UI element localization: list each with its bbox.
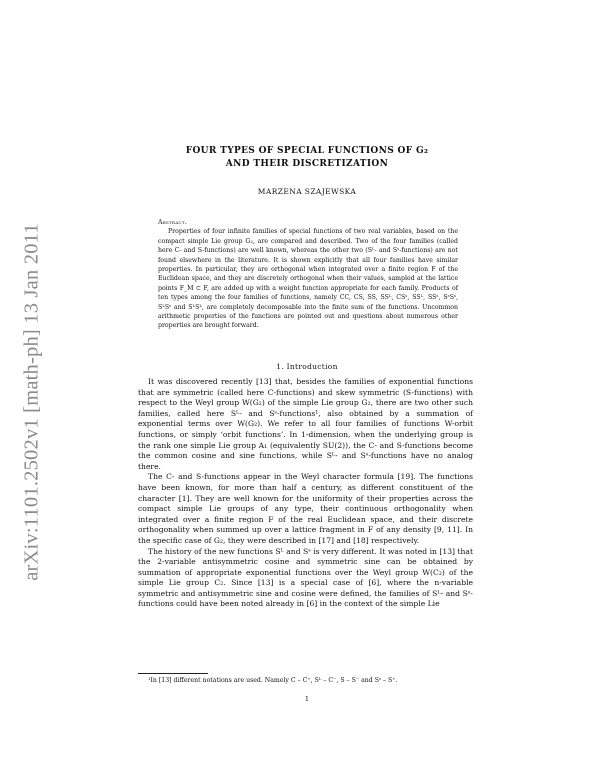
arxiv-identifier: arXiv:1101.2502v1 [math-ph] 13 Jan 2011: [20, 223, 43, 581]
author: MARZENA SZAJEWSKA: [257, 187, 357, 196]
title-line-1: FOUR TYPES OF SPECIAL FUNCTIONS OF G₂: [185, 146, 429, 156]
paragraph-1: It was discovered recently [13] that, besides the families of exponential functions that are symmetric (called here C-functions) and skew symmetric (S-functions) with respect to the Weyl group W(G₂) of the simple Lie group G₂, there are two other such families, called here Sᴸ- and Sˢ-functions¹, also obtained by a summation of exponential terms over W(G₂). We refer to all four families of functions W-orbit functions, or simply ‘orbit functions’. In 1-dimension, when the underlying group is the rank one simple Lie group A₁ (equivalently SU(2)), the C- and S-functions become the common cosine and sine functions, while Sᴸ- and Sˢ-functions have no analog there.: [138, 377, 473, 471]
arxiv-stamp: [6, 0, 56, 776]
abstract: [158, 218, 458, 331]
abstract-label: Abstract.: [158, 219, 188, 226]
footnote: ¹In [13] different notations are used. Namely C – C⁺, Sᴸ – C⁻, S – S⁻ and Sˢ – S⁺.: [148, 677, 398, 684]
abstract-text: Properties of four infinite families of special functions of two real variables, based on the compact simple Lie group G₂, are compared and described. Two of the four families (called here C- and S-functions) are well known, whereas the other two (Sᴸ- and Sˢ-functions) are not found elsewhere in the literature. It is shown explicitly that all four families have similar properties. In particular, they are orthogonal when integrated over a finite region F of the Euclidean space, and they are discretely orthogonal when their values, sampled at the lattice points F_M ⊂ F, are added up with a weight function appropriate for each family. Products of ten types among the four families of functions, namely CC, CS, SS, SSᴸ, CSˢ, SSᴸ, SSˢ, SˢSˢ, SᴸSˢ and SᴸSᴸ, are completely decomposable into the finite sum of the functions. Uncommon arithmetic properties of the functions are pointed out and questions about numerous other properties are brought forward.: [158, 228, 458, 330]
title-line-2: AND THEIR DISCRETIZATION: [225, 159, 389, 169]
paper-title: [140, 145, 474, 171]
paragraph-3: The history of the new functions Sᴸ and Sˢ is very different. It was noted in [13] that the 2-variable antisymmetric cosine and symmetric sine can be obtained by summation of appropriate exponential functions over the Weyl group W(C₂) of the simple Lie group C₂. Since [13] is a special case of [6], where the n-variable symmetric and antisymmetric sine and cosine were defined, the families of Sᴸ- and Sˢ-functions could have been noted already in [6] in the context of the simple Lie: [138, 546, 473, 609]
footnote-rule: [138, 673, 208, 674]
paragraph-2: The C- and S-functions appear in the Weyl character formula [19]. The functions have been known, for more than half a century, as different constituent of the character [1]. They are well known for the uniformity of their properties across the compact simple Lie groups of any type, their continuous orthogonality when integrated over a finite region F of the real Euclidean space, and their discrete orthogonality when summed up over a lattice fragment in F of any density [9, 11]. In the specific case of G₂, they were described in [17] and [18] respectively.: [138, 472, 473, 545]
page-number: 1: [304, 695, 310, 703]
section-heading: 1. Introduction: [276, 362, 338, 371]
body-text: [138, 377, 473, 610]
